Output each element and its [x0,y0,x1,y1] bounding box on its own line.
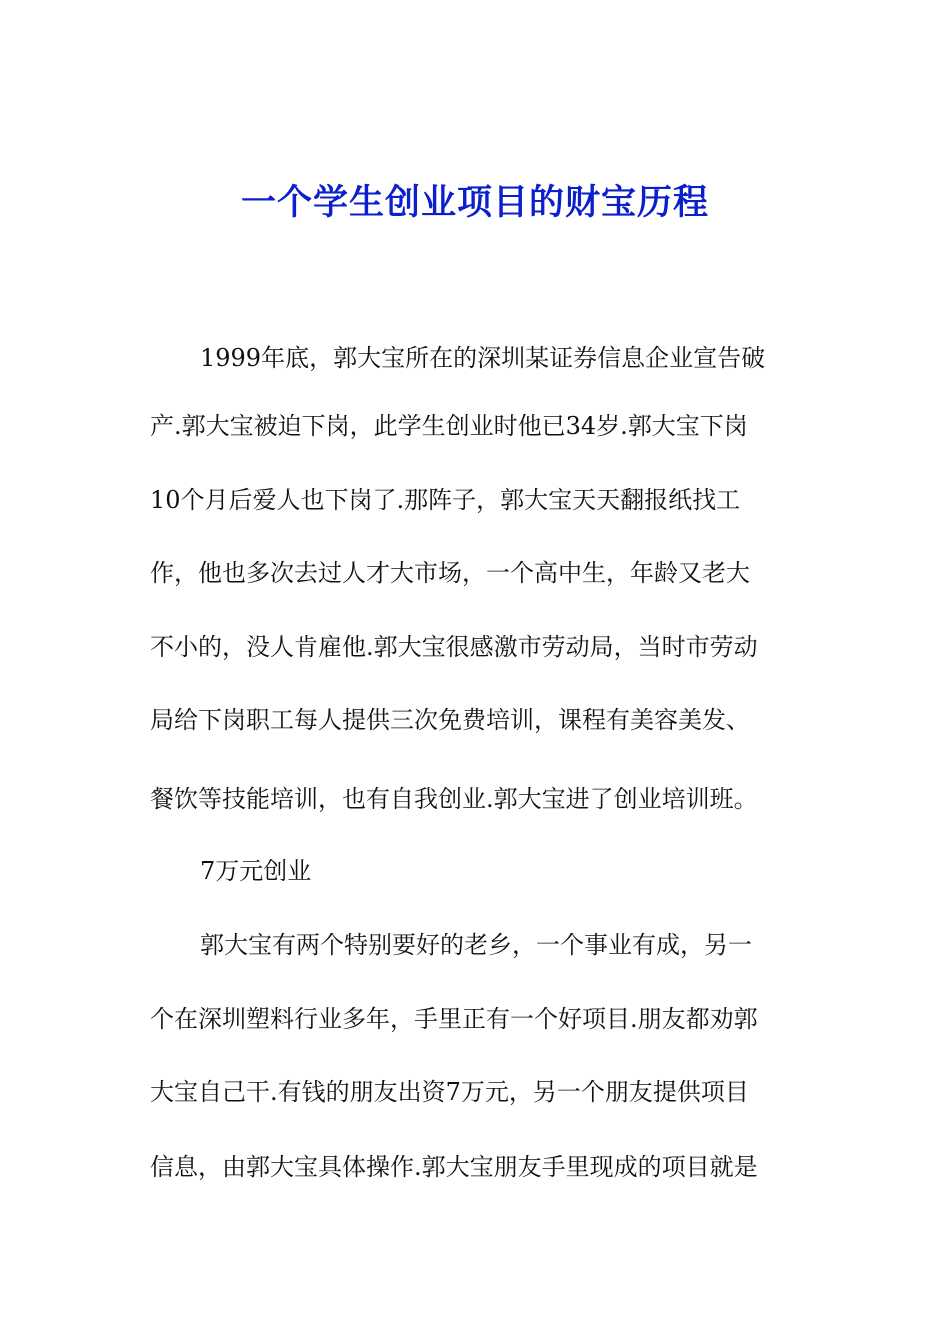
paragraph-line: 作，他也多次去过人才大市场，一个高中生，年龄又老大 [150,559,750,587]
paragraph-line: 局给下岗职工每人提供三次免费培训，课程有美容美发、 [150,706,750,734]
paragraph-line: 餐饮等技能培训，也有自我创业.郭大宝进了创业培训班。 [150,785,758,813]
paragraph-line: 个在深圳塑料行业多年，手里正有一个好项目.朋友都劝郭 [150,1005,758,1033]
paragraph-line: 10个月后爱人也下岗了.那阵子，郭大宝天天翻报纸找工 [150,486,741,514]
paragraph-line: 信息，由郭大宝具体操作.郭大宝朋友手里现成的项目就是 [150,1153,758,1181]
document-title: 一个学生创业项目的财宝历程 [240,182,709,223]
paragraph-line: 大宝自己干.有钱的朋友出资7万元，另一个朋友提供项目 [150,1078,749,1106]
paragraph-line: 不小的，没人肯雇他.郭大宝很感激市劳动局，当时市劳动 [150,633,758,661]
paragraph-line: 1999年底，郭大宝所在的深圳某证券信息企业宣告破 [200,344,766,372]
paragraph-line: 产.郭大宝被迫下岗，此学生创业时他已34岁.郭大宝下岗 [150,412,748,440]
section-heading: 7万元创业 [200,857,312,885]
paragraph-line: 郭大宝有两个特别要好的老乡，一个事业有成，另一 [200,931,752,959]
